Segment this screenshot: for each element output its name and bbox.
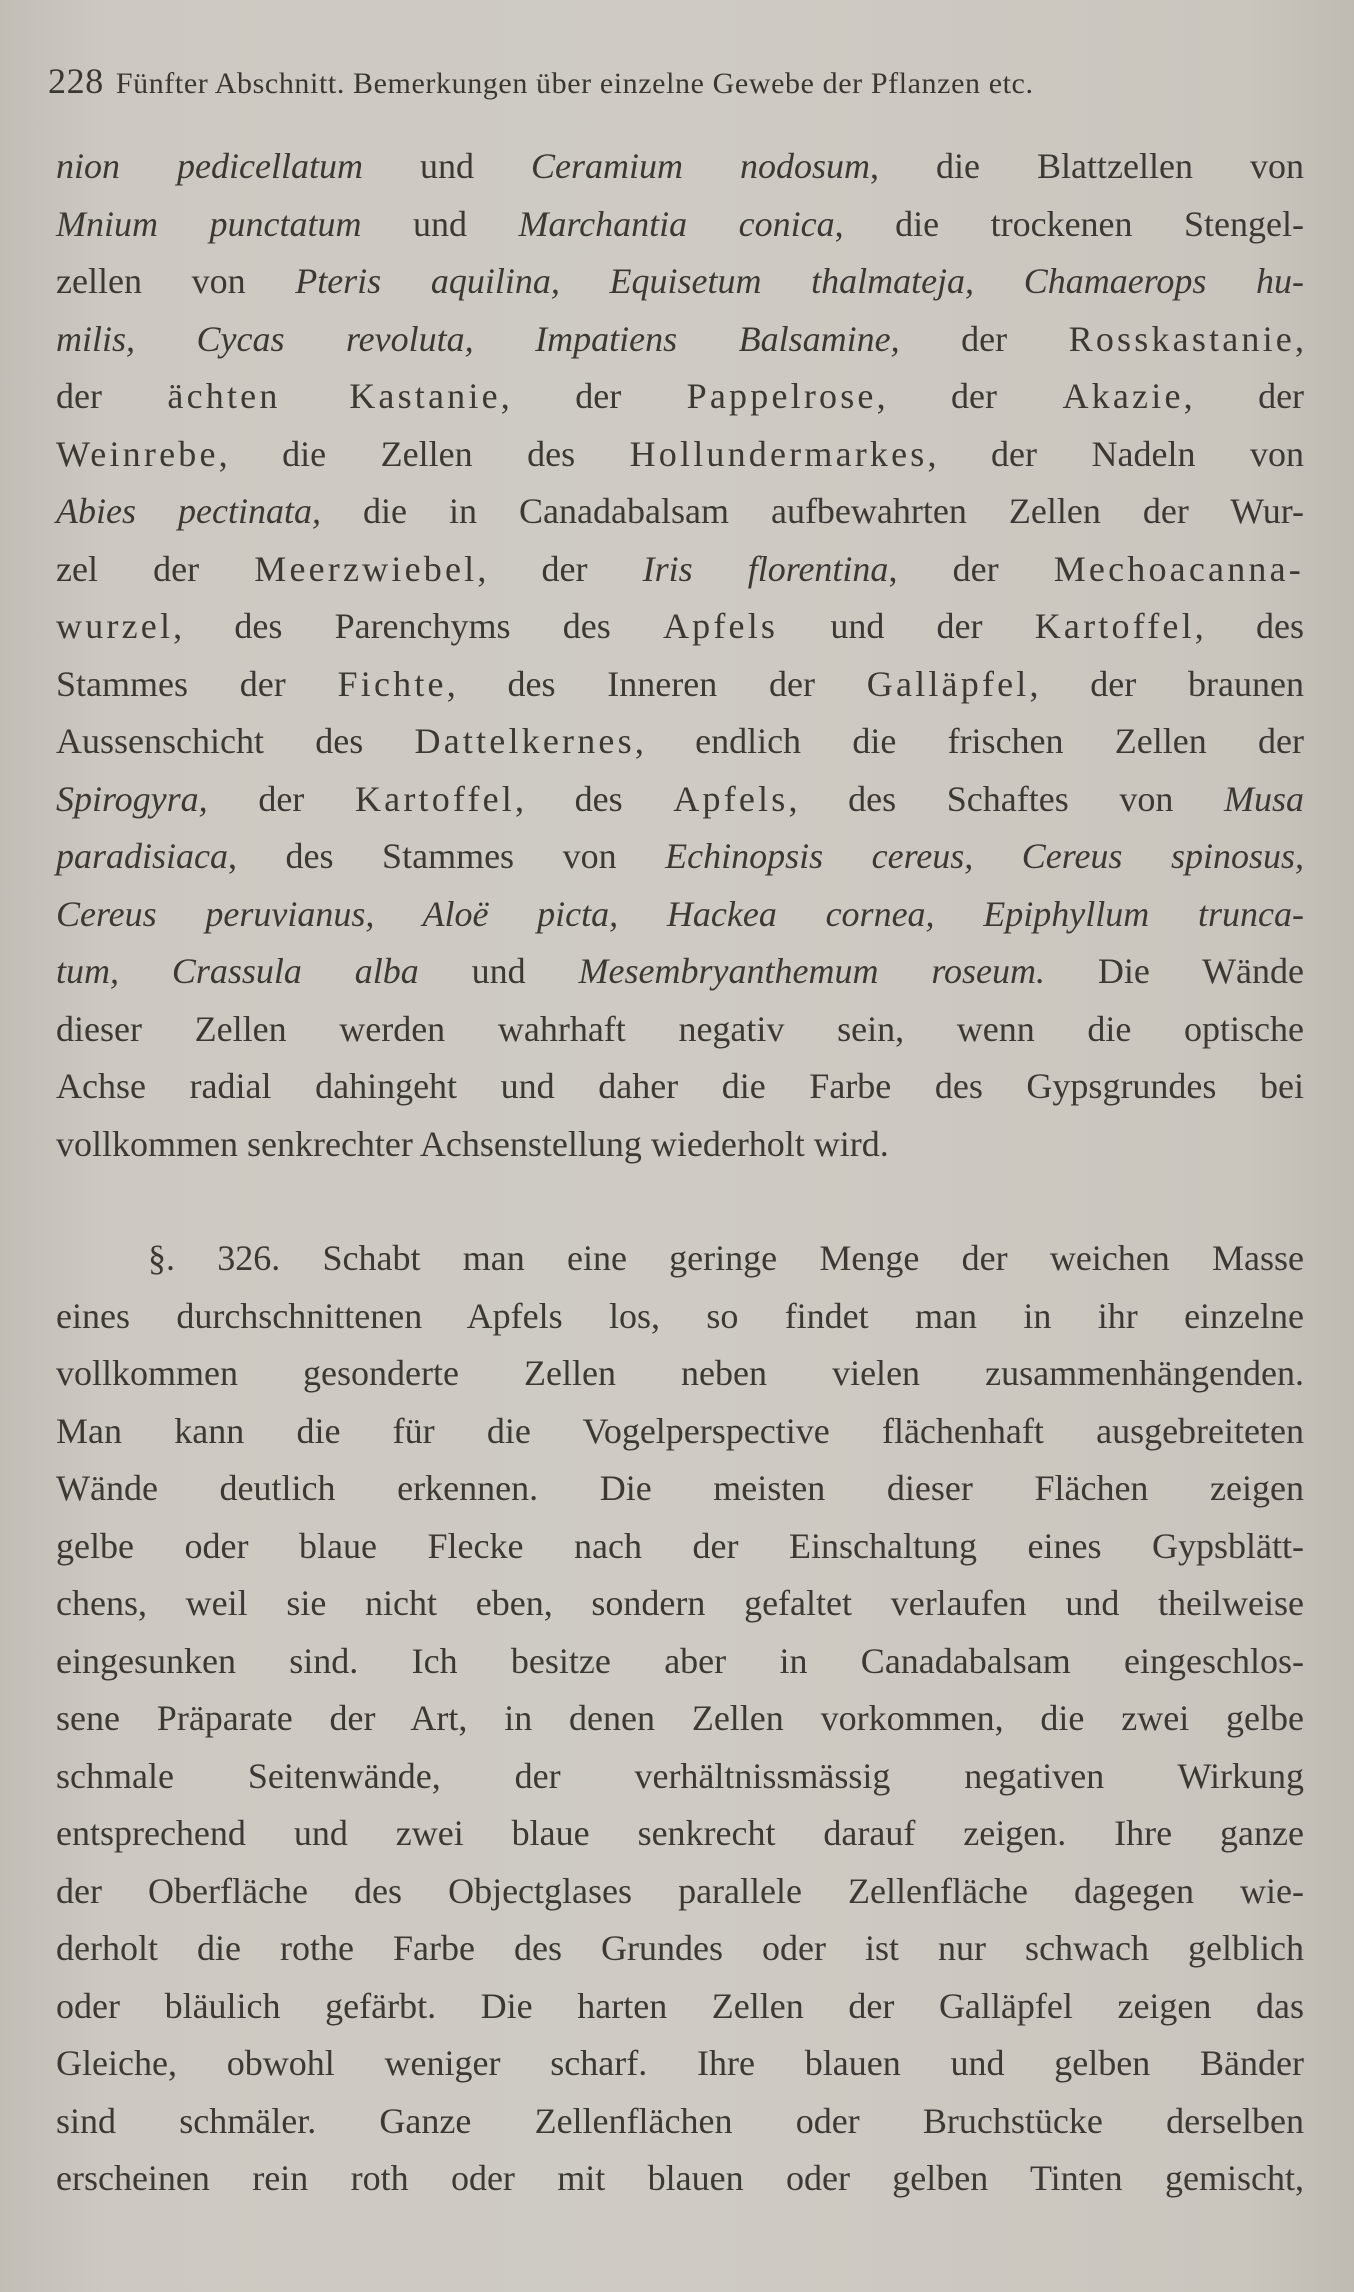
text-line: chens, weil sie nicht eben, sondern gefaltet verlaufen und theilweise xyxy=(56,1583,1304,1623)
text-run: Die Wände xyxy=(1045,951,1305,991)
running-header xyxy=(48,60,1308,110)
spaced-term: Fichte xyxy=(337,663,447,704)
text-run: , der Nadeln von xyxy=(927,433,1304,474)
text-line: vollkommen gesonderte Zellen neben vielen zusammenhängenden. xyxy=(56,1353,1304,1393)
text-line: §. 326. Schabt man eine geringe Menge der weichen Masse xyxy=(148,1238,1304,1278)
text-run: , des Stammes von xyxy=(228,836,666,876)
text-run: Stammes der xyxy=(56,663,338,704)
text-run: die in Canadabalsam aufbewahrten Zellen der Wur- xyxy=(320,491,1304,531)
text-line: der Oberfläche des Objectglases parallele Zellenfläche dagegen wie- xyxy=(56,1870,1304,1911)
species-name: tum, Crassula alba xyxy=(56,951,419,991)
text-line: sene Präparate der Art, in denen Zellen vorkommen, die zwei gelbe xyxy=(56,1698,1304,1738)
text-run: , der xyxy=(500,376,687,416)
text-line xyxy=(56,713,1304,771)
text-line xyxy=(56,828,1304,886)
text-line xyxy=(56,483,1304,541)
species-name: Musa xyxy=(1224,778,1304,819)
text-line: Wände deutlich erkennen. Die meisten dieser Flächen zeigen xyxy=(56,1468,1304,1508)
text-run: , des Schaftes von xyxy=(788,778,1224,819)
text-line xyxy=(56,656,1304,714)
species-name: Marchantia conica xyxy=(518,203,835,244)
species-name: Mnium punctatum xyxy=(56,203,362,244)
species-name: nion pedicellatum xyxy=(56,146,363,186)
text-run: , der xyxy=(477,548,643,589)
spaced-term: Apfels xyxy=(662,606,779,646)
text-line: derholt die rothe Farbe des Grundes oder ist nur schwach gelblich xyxy=(56,1928,1304,1968)
text-line: eines durchschnittenen Apfels los, so findet man in ihr einzelne xyxy=(56,1295,1304,1336)
species-name: Iris florentina xyxy=(642,548,889,589)
species-name: Ceramium nodosum xyxy=(531,146,871,186)
species-name: paradisiaca xyxy=(56,836,229,876)
text-line xyxy=(56,368,1304,426)
running-title: Fünfter Abschnitt. Bemerkungen über einzelne Gewebe der Pflanzen etc. xyxy=(115,67,1034,100)
text-run: , der xyxy=(1183,376,1305,416)
text-run: , der xyxy=(876,376,1063,416)
paragraph-gap xyxy=(56,1173,1304,1230)
text-run: , endlich die frischen Zellen der xyxy=(634,721,1304,761)
text-line: Gleiche, obwohl weniger scharf. Ihre blauen und gelben Bänder xyxy=(56,2043,1304,2083)
text-line xyxy=(56,253,1304,311)
spaced-term: Weinrebe xyxy=(56,433,219,474)
spaced-term: wurzel xyxy=(56,606,174,646)
text-line xyxy=(56,886,1304,944)
spaced-term: Pappelrose xyxy=(686,376,877,416)
text-run: und xyxy=(362,146,531,186)
text-line: schmale Seitenwände, der verhältnissmässig negativen Wirkung xyxy=(56,1755,1304,1796)
species-name: milis, Cycas revoluta, Impatiens Balsamine, xyxy=(56,318,900,359)
text-run: , der braunen xyxy=(1029,663,1305,704)
text-run: , des Inneren der xyxy=(446,663,867,704)
spaced-term: Akazie xyxy=(1062,376,1184,416)
spaced-term: Hollundermarkes xyxy=(629,433,928,474)
spaced-term: Galläpfel xyxy=(866,663,1030,704)
species-name: Pteris aquilina, Equisetum thalmateja, Chamaerops hu- xyxy=(295,261,1304,301)
body-text xyxy=(56,138,1304,2208)
text-run: , die trockenen Stengel- xyxy=(834,203,1304,244)
spaced-term: Apfels xyxy=(673,778,789,819)
text-line xyxy=(56,196,1304,254)
text-run: zel der xyxy=(56,548,255,589)
spaced-term: Kartoffel xyxy=(354,778,516,819)
text-run: und der xyxy=(778,606,1035,646)
text-line: Achse radial dahingeht und daher die Farbe des Gypsgrundes bei xyxy=(56,1066,1304,1106)
text-run: , die Blattzellen von xyxy=(870,146,1304,186)
spaced-term: Meerzwiebel xyxy=(254,548,478,589)
text-line xyxy=(56,943,1304,1001)
text-run: , des Parenchyms des xyxy=(173,606,663,646)
spaced-term: Dattelkernes xyxy=(414,721,635,761)
text-line xyxy=(56,138,1304,196)
spaced-term: Mechoacanna- xyxy=(1053,548,1304,589)
text-run: , des xyxy=(515,778,674,819)
species-name: Cereus peruvianus, Aloë picta, Hackea cornea, Epiphyllum trunca- xyxy=(56,893,1304,934)
paragraph-2 xyxy=(56,1230,1304,2208)
text-line: vollkommen senkrechter Achsenstellung wiederholt wird. xyxy=(56,1123,889,1164)
text-run: der xyxy=(207,778,355,819)
spaced-term: Kartoffel xyxy=(1034,606,1195,646)
text-line: gelbe oder blaue Flecke nach der Einschaltung eines Gypsblätt- xyxy=(56,1525,1304,1566)
text-line: oder bläulich gefärbt. Die harten Zellen der Galläpfel zeigen das xyxy=(56,1985,1304,2026)
text-line xyxy=(56,426,1304,484)
species-name: Mesembryanthemum roseum. xyxy=(578,951,1045,991)
paragraph-1 xyxy=(56,138,1304,1173)
text-run: , xyxy=(1295,318,1304,359)
text-run: Aussenschicht des xyxy=(56,721,415,761)
spaced-term: ächten Kastanie xyxy=(167,376,501,416)
text-run: zellen von xyxy=(56,261,296,301)
text-line xyxy=(56,541,1304,599)
text-line: entsprechend und zwei blaue senkrecht darauf zeigen. Ihre ganze xyxy=(56,1813,1304,1853)
text-run: der xyxy=(899,318,1069,359)
text-run: und xyxy=(361,203,519,244)
text-run: und xyxy=(418,951,579,991)
text-line: erscheinen rein roth oder mit blauen oder gelben Tinten gemischt, xyxy=(56,2158,1304,2198)
page-number: 228 xyxy=(48,61,104,101)
text-line xyxy=(56,771,1304,829)
text-line: eingesunken sind. Ich besitze aber in Canadabalsam eingeschlos- xyxy=(56,1640,1304,1681)
text-run: der xyxy=(56,376,168,416)
text-line: sind schmäler. Ganze Zellenflächen oder Bruchstücke derselben xyxy=(56,2100,1304,2141)
text-line: dieser Zellen werden wahrhaft negativ sein, wenn die optische xyxy=(56,1008,1304,1049)
text-run: , der xyxy=(888,548,1054,589)
text-run: , des xyxy=(1194,606,1304,646)
text-run: , die Zellen des xyxy=(218,433,630,474)
text-line xyxy=(56,311,1304,369)
text-line: Man kann die für die Vogelperspective flächenhaft ausgebreiteten xyxy=(56,1410,1304,1451)
species-name: Echinopsis cereus, Cereus spinosus, xyxy=(665,836,1305,876)
species-name: Abies pectinata, xyxy=(56,491,321,531)
species-name: Spirogyra, xyxy=(56,778,208,819)
spaced-term: Rosskastanie xyxy=(1068,318,1295,359)
text-line xyxy=(56,598,1304,656)
